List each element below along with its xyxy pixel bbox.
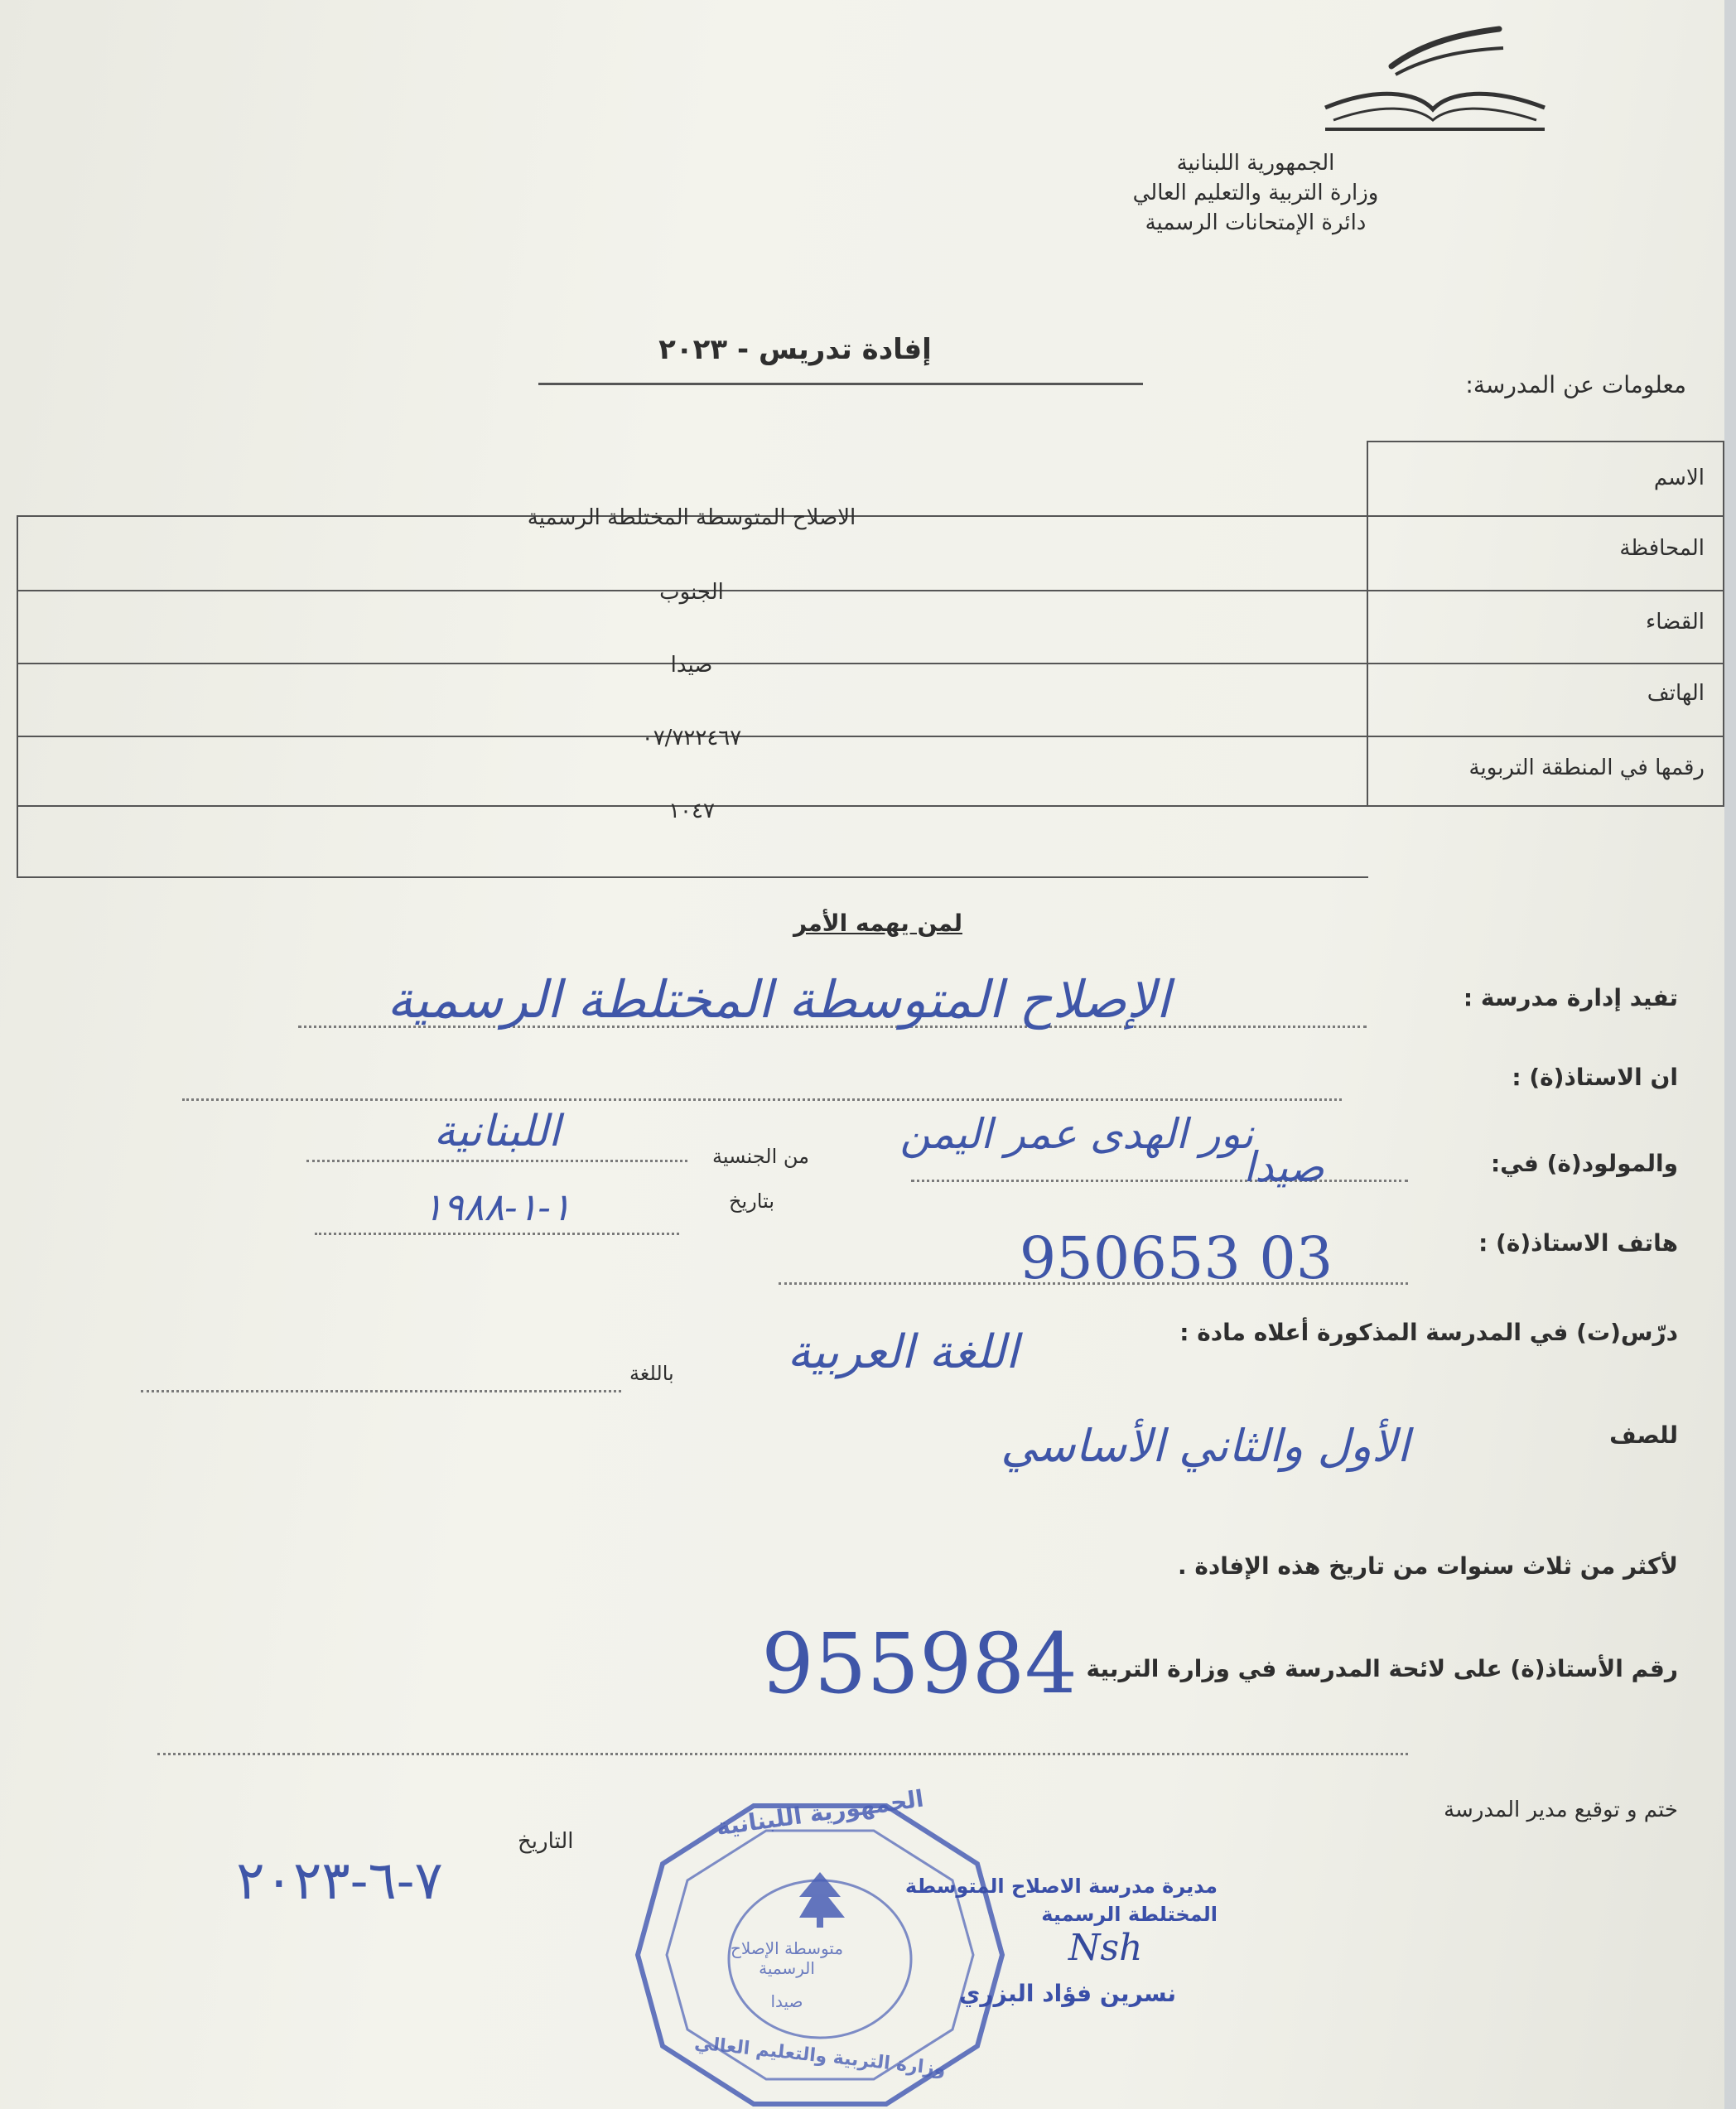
stamp-city: صيدا: [770, 1991, 803, 2011]
table-value-district: صيدا: [670, 653, 713, 678]
date-dots: [315, 1233, 679, 1235]
duration-text: لأكثر من ثلاث سنوات من تاريخ هذه الإفادة .: [1178, 1552, 1678, 1580]
table-value-phone: ٠٧/٧٢٢٤٦٧: [641, 726, 742, 750]
page-title: إفادة تدريس - ٢٠٢٣: [658, 333, 932, 366]
table-label-name: الاسم: [1653, 466, 1705, 490]
director-signature: Nsh: [1068, 1927, 1143, 1969]
nationality-value: اللبنانية: [433, 1107, 561, 1156]
stamp-inner-text: متوسطة الإصلاح الرسمية: [730, 1938, 844, 1978]
school-admin-label: تفيد إدارة مدرسة :: [1463, 984, 1678, 1011]
header-republic: الجمهورية اللبنانية: [1176, 151, 1335, 176]
stamp-bottom-text: وزارة التربية والتعليم العالي: [693, 2033, 947, 2080]
table-label-region-number: رقمها في المنطقة التربوية: [1468, 755, 1705, 780]
nationality-label: من الجنسية: [712, 1145, 809, 1168]
born-label: والمولود(ة) في:: [1490, 1150, 1678, 1177]
table-label-phone: الهاتف: [1647, 681, 1705, 706]
signature-label: ختم و توقيع مدير المدرسة: [1444, 1798, 1678, 1822]
language-dots: [141, 1390, 621, 1392]
stamp-outer-text: الجمهورية اللبنانية: [714, 1784, 926, 1841]
subject-value: اللغة العربية: [787, 1325, 1019, 1379]
teacher-label: ان الاستاذ(ة) :: [1512, 1064, 1678, 1091]
school-info-heading: معلومات عن المدرسة:: [1465, 371, 1686, 398]
class-label: للصف: [1609, 1421, 1678, 1449]
table-label-governorate: المحافظة: [1619, 536, 1705, 561]
teacher-number-dots: [157, 1753, 1408, 1755]
title-underline: [538, 383, 1143, 385]
born-value: صيدا: [1243, 1143, 1324, 1191]
taught-label: درّس(ت) في المدرسة المذكورة أعلاه مادة :: [1179, 1319, 1678, 1346]
nationality-dots: [306, 1160, 687, 1162]
header-department: دائرة الإمتحانات الرسمية: [1145, 210, 1367, 235]
table-value-governorate: الجنوب: [659, 580, 724, 605]
director-title: مديرة مدرسة الاصلاح المتوسطة المختلطة الرسمية: [904, 1875, 1218, 1926]
teacher-number-value: 955984: [761, 1615, 1078, 1712]
phone-label: هاتف الاستاذ(ة) :: [1478, 1229, 1678, 1257]
language-label: باللغة: [629, 1362, 674, 1385]
footer-date-label: التاريخ: [518, 1829, 574, 1854]
table-label-district: القضاء: [1646, 610, 1705, 635]
birth-date-value: ١-١-١٩٨٨: [422, 1185, 571, 1229]
footer-date-value: ٧-٦-٢٠٢٣: [236, 1851, 443, 1912]
class-value: الأول والثاني الأساسي: [1001, 1420, 1410, 1472]
to-whom-heading: لمن يهمه الأمر: [793, 910, 962, 937]
school-info-table: [17, 441, 1724, 878]
teacher-name-value: نور الهدى عمر اليمن: [899, 1110, 1254, 1158]
table-value-region-number: ١٠٤٧: [668, 799, 715, 823]
school-admin-value: الإصلاح المتوسطة المختلطة الرسمية: [387, 969, 1170, 1030]
teacher-dots: [182, 1098, 1342, 1101]
page-edge: [1724, 0, 1736, 2109]
open-book-pen-icon: [1309, 17, 1557, 141]
table-value-name: الاصلاح المتوسطة المختلطة الرسمية: [527, 505, 856, 530]
phone-value: 03 950653: [1019, 1224, 1333, 1292]
teacher-number-label: رقم الأستاذ(ة) على لائحة المدرسة في وزارة التربية: [1086, 1655, 1678, 1682]
date-label: بتاريخ: [729, 1190, 774, 1213]
director-name: نسرين فؤاد البزري: [958, 1980, 1176, 2007]
header-ministry: وزارة التربية والتعليم العالي: [1132, 181, 1379, 205]
